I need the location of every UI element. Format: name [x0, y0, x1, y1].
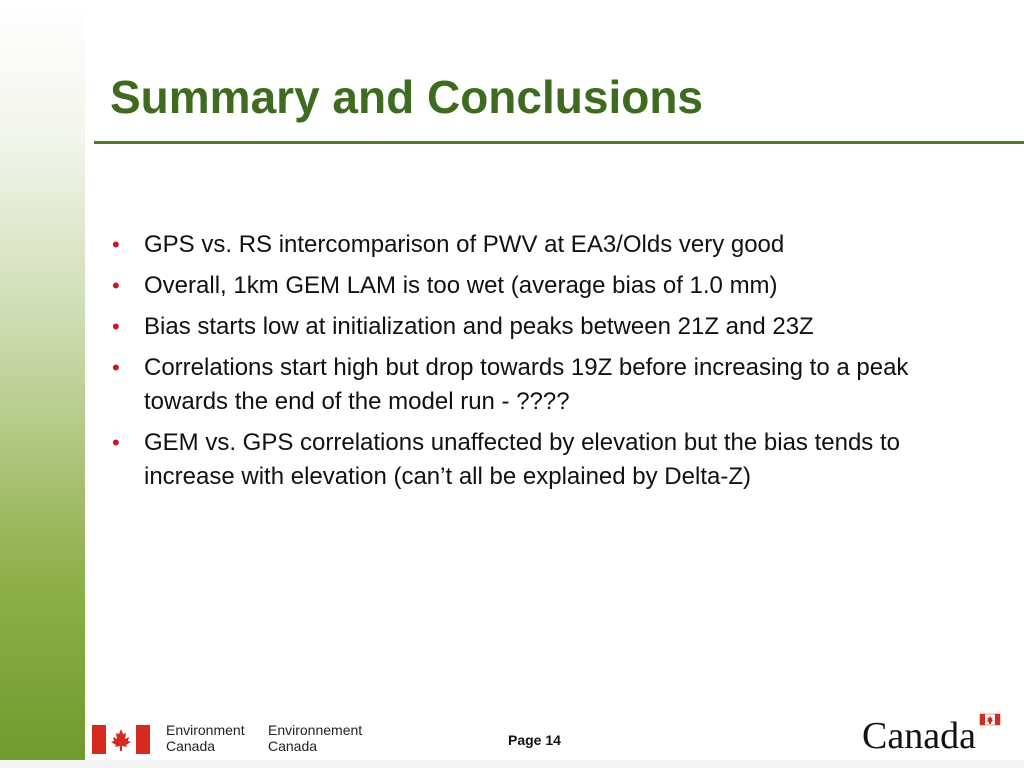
side-gradient-bar [0, 0, 85, 768]
bullet-text: GPS vs. RS intercomparison of PWV at EA3/Olds very good [144, 231, 785, 258]
page-number: Page 14 [508, 732, 561, 748]
bullet-dot-icon: • [112, 355, 120, 380]
canada-flag-icon [92, 725, 150, 754]
department-en-line: Environment [166, 722, 245, 738]
bullet-item [112, 351, 992, 419]
bullet-dot-icon: • [112, 430, 120, 455]
bullet-list [112, 228, 992, 501]
bullet-item [112, 426, 992, 494]
canada-wordmark-text: Canada [862, 715, 976, 756]
canada-wordmark-logo [862, 712, 1002, 756]
title-divider [94, 141, 1024, 144]
bullet-dot-icon: • [112, 273, 120, 298]
bullet-dot-icon: • [112, 232, 120, 257]
bullet-text: Overall, 1km GEM LAM is too wet (average bias of 1.0 mm) [144, 272, 778, 299]
bullet-item [112, 310, 992, 344]
department-fr-line: Environnement [268, 722, 363, 738]
bullet-text: GEM vs. GPS correlations unaffected by elevation but the bias tends to increase with elevation (can’t all be explained by Delta-Z) [144, 429, 900, 490]
department-en-line: Canada [166, 738, 216, 754]
bullet-item [112, 269, 992, 303]
footer-strip [0, 760, 1024, 768]
bullet-item [112, 228, 992, 262]
bullet-text: Correlations start high but drop towards 19Z before increasing to a peak towards the end of the model run - ???? [144, 354, 909, 415]
bullet-dot-icon: • [112, 314, 120, 339]
bullet-text: Bias starts low at initialization and peaks between 21Z and 23Z [144, 313, 814, 340]
slide-title: Summary and Conclusions [110, 71, 704, 123]
department-fr-line: Canada [268, 738, 318, 754]
department-name-english [166, 722, 245, 754]
department-name-french [268, 722, 362, 754]
